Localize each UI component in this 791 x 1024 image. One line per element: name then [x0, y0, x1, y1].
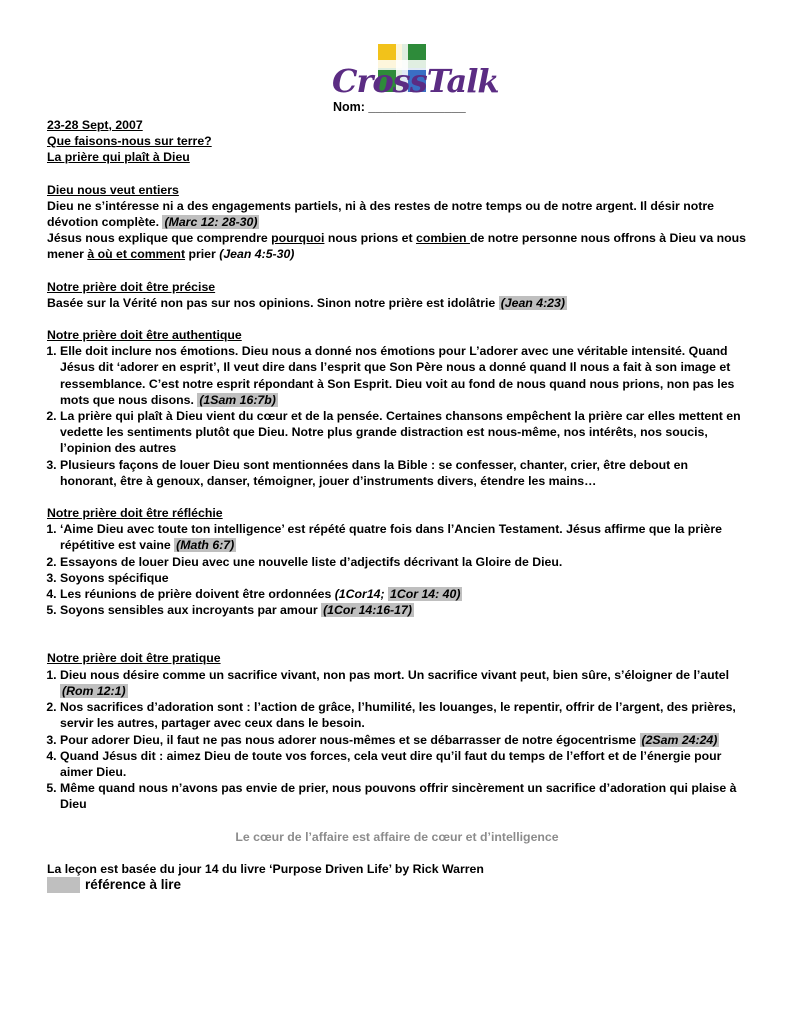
document-body	[47, 117, 747, 893]
highlight-swatch	[47, 877, 80, 893]
item-text: Même quand nous n’avons pas envie de prier, nous pouvons offrir sincèrement un sacrifice d’adoration qui plaise à Dieu	[60, 781, 737, 812]
scripture-ref: (1Cor14;	[334, 587, 389, 602]
list-item	[60, 554, 747, 570]
list-item	[60, 521, 747, 553]
legend-label: référence à lire	[85, 876, 182, 892]
section-title-reflechie: Notre prière doit être réfléchie	[47, 506, 223, 521]
list-reflechie	[47, 521, 747, 618]
item-text: Nos sacrifices d’adoration sont : l’action de grâce, l’humilité, les louanges, le repentir, offrir de l’argent, des prières, servir les autres, partager avec ceux dans le besoin.	[60, 700, 736, 731]
scripture-ref: (Rom 12:1)	[62, 683, 126, 698]
item-text: Soyons spécifique	[60, 570, 169, 585]
scripture-ref: (1Cor 14:16-17)	[323, 603, 412, 618]
scripture-ref: (Math 6:7)	[176, 538, 235, 553]
emphasis-text: combien	[415, 231, 470, 246]
item-text: Essayons de louer Dieu avec une nouvelle liste d’adjectifs décrivant la Gloire de Dieu.	[60, 554, 563, 569]
topic-line: La prière qui plaît à Dieu	[47, 150, 190, 165]
para-text: Basée sur la Vérité non pas sur nos opinions. Sinon notre prière est idolâtrie	[47, 295, 499, 310]
item-text: Pour adorer Dieu, il faut ne pas nous adorer nous-mêmes et se débarrasser de notre égocentrisme	[60, 732, 640, 747]
scripture-ref: (1Sam 16:7b)	[199, 392, 276, 407]
para-text: prier	[185, 247, 220, 262]
section-entiers-para2	[47, 230, 747, 262]
logo-text: CrossTalk	[332, 62, 499, 100]
item-text: Plusieurs façons de louer Dieu sont mentionnées dans la Bible : se confesser, chanter, crier, être debout en honorant, être à genoux, danser, témoigner, jouer d’instruments divers, étendre les mains…	[60, 457, 689, 488]
para-text: Jésus nous explique que comprendre	[47, 231, 272, 246]
list-item	[60, 457, 747, 489]
reference-legend	[47, 877, 747, 893]
scripture-ref: (2Sam 24:24)	[641, 732, 718, 747]
question-line: Que faisons-nous sur terre?	[47, 134, 212, 149]
list-item	[60, 732, 747, 748]
item-text: ‘Aime Dieu avec toute ton intelligence’ est répété quatre fois dans l’Ancien Testament. Jésus affirme que la prière répétitive est vaine	[60, 522, 722, 553]
source-line: La leçon est basée du jour 14 du livre ‘Purpose Driven Life’ by Rick Warren	[47, 861, 484, 876]
name-field-label: Nom: ______________	[333, 100, 466, 114]
list-item	[60, 570, 747, 586]
emphasis-text: à où et comment	[87, 247, 186, 262]
list-item	[60, 699, 747, 731]
item-text: Dieu nous désire comme un sacrifice vivant, non pas mort. Un sacrifice vivant peut, bien sûre, s’éloigner de l’autel	[60, 667, 730, 682]
para-text: de notre personne nous offrons à Dieu va nous mener	[47, 231, 747, 262]
list-item	[60, 343, 747, 408]
list-item	[60, 748, 747, 780]
section-entiers-para1	[47, 198, 747, 230]
item-text: La prière qui plaît à Dieu vient du cœur et de la pensée. Certaines chansons empêchent la prière car elles mettent en vedette les sentiments plutôt que Dieu. Notre plus grande distraction est nous-même, nos intérêts, nos soucis, l’opinion des autres	[60, 409, 741, 456]
para-text: nous prions et	[324, 231, 416, 246]
list-authentique	[47, 343, 747, 489]
scripture-ref: (Marc 12: 28-30)	[164, 215, 258, 230]
item-text: Soyons sensibles aux incroyants par amour	[60, 603, 322, 618]
item-text: Elle doit inclure nos émotions. Dieu nous a donné nos émotions pour L’adorer avec une véritable intensité. Quand Jésus dit ‘adorer en esprit’, Il veut dire dans l’esprit que Son Père nous a donné quand Il nous a fait à son image et ressemblance. C’est notre esprit répondant à Son Esprit. Dieu voit au fond de nous quand nous prions, non pas les mots que nous disons.	[60, 344, 735, 407]
section-title-precise: Notre prière doit être précise	[47, 279, 216, 294]
date-line: 23-28 Sept, 2007	[47, 118, 143, 132]
closing-line: Le cœur de l’affaire est affaire de cœur et d’intelligence	[235, 829, 559, 844]
section-precise-para	[47, 295, 747, 311]
section-title-pratique: Notre prière doit être pratique	[47, 651, 221, 666]
list-item	[60, 667, 747, 699]
list-item	[60, 602, 747, 618]
list-pratique	[47, 667, 747, 813]
scripture-ref: 1Cor 14: 40)	[390, 587, 461, 602]
scripture-ref: (Jean 4:23)	[500, 295, 565, 310]
section-title-authentique: Notre prière doit être authentique	[47, 328, 242, 343]
item-text: Les réunions de prière doivent être ordonnées	[60, 587, 335, 602]
para-text: Dieu ne s’intéresse ni a des engagements partiels, ni à des restes de notre temps ou de notre argent. Il désir notre dévotion complète.	[47, 198, 714, 230]
scripture-ref: (Jean 4:5-30)	[219, 247, 295, 262]
list-item	[60, 780, 747, 812]
list-item	[60, 586, 747, 602]
list-item	[60, 408, 747, 457]
emphasis-text: pourquoi	[271, 231, 325, 246]
item-text: Quand Jésus dit : aimez Dieu de toute vos forces, cela veut dire qu’il faut du temps de l’effort et de l’énergie pour aimer Dieu.	[60, 748, 722, 779]
section-title-entiers: Dieu nous veut entiers	[47, 182, 179, 197]
